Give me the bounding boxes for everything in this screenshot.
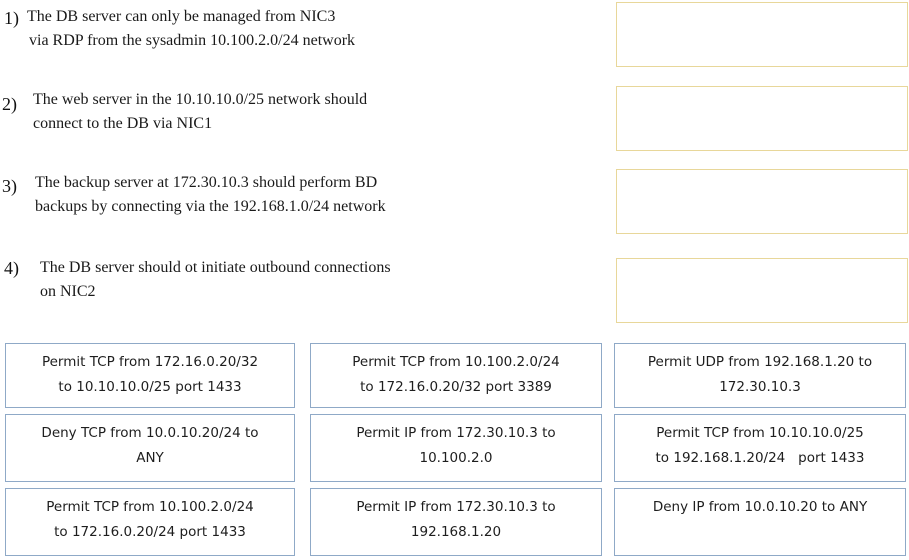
drop-zone-1[interactable] bbox=[616, 2, 908, 67]
option-line-2: to 192.168.1.20/24 port 1433 bbox=[655, 450, 865, 466]
requirement-text-4 bbox=[40, 256, 391, 304]
option-line-2: to 10.10.10.0/25 port 1433 bbox=[58, 379, 242, 395]
requirement-number-4: 4) bbox=[4, 258, 19, 278]
requirement-3-line-1: The backup server at 172.30.10.3 should perform BD bbox=[35, 174, 378, 191]
requirement-2-line-1: The web server in the 10.10.10.0/25 network should bbox=[33, 91, 368, 108]
option-tile[interactable] bbox=[614, 343, 906, 408]
option-tile[interactable] bbox=[310, 414, 602, 482]
option-line-2: 192.168.1.20 bbox=[410, 524, 502, 540]
option-line-1: Permit TCP from 172.16.0.20/32 bbox=[41, 354, 259, 370]
option-tile[interactable] bbox=[310, 488, 602, 556]
option-tile[interactable] bbox=[310, 343, 602, 408]
option-line-2: to 172.16.0.20/24 port 1433 bbox=[54, 524, 246, 540]
requirement-number-1: 1) bbox=[4, 8, 19, 28]
requirement-number-3: 3) bbox=[2, 176, 17, 196]
option-line-2: 10.100.2.0 bbox=[419, 450, 493, 466]
option-tile[interactable] bbox=[5, 343, 295, 408]
drop-zone-2[interactable] bbox=[616, 86, 908, 151]
requirement-4-line-1: The DB server should ot initiate outbound connections bbox=[40, 259, 391, 276]
drop-zone-4[interactable] bbox=[616, 258, 908, 323]
option-tile[interactable] bbox=[5, 414, 295, 482]
option-line-1: Permit TCP from 10.10.10.0/25 bbox=[656, 425, 864, 441]
requirement-text-2 bbox=[33, 88, 367, 136]
requirement-text-1 bbox=[27, 5, 355, 53]
requirement-text-3 bbox=[35, 171, 386, 219]
requirement-2-line-2: connect to the DB via NIC1 bbox=[33, 115, 213, 132]
option-line-1: Permit IP from 172.30.10.3 to bbox=[356, 499, 556, 515]
option-line-1: Permit TCP from 10.100.2.0/24 bbox=[352, 354, 560, 370]
option-line-2: 172.30.10.3 bbox=[719, 379, 801, 395]
requirement-3-line-2: backups by connecting via the 192.168.1.0/24 network bbox=[35, 198, 386, 215]
option-tile[interactable] bbox=[614, 488, 906, 556]
requirement-1-line-1: The DB server can only be managed from NIC3 bbox=[27, 8, 336, 25]
option-line-1: Deny IP from 10.0.10.20 to ANY bbox=[652, 499, 868, 515]
drop-zone-3[interactable] bbox=[616, 169, 908, 234]
requirement-1-line-2: via RDP from the sysadmin 10.100.2.0/24 network bbox=[29, 32, 356, 49]
option-line-2: to 172.16.0.20/32 port 3389 bbox=[360, 379, 552, 395]
requirement-4-line-2: on NIC2 bbox=[40, 283, 96, 300]
option-line-1: Permit UDP from 192.168.1.20 to bbox=[647, 354, 873, 370]
option-line-1: Permit IP from 172.30.10.3 to bbox=[356, 425, 556, 441]
option-tile[interactable] bbox=[5, 488, 295, 556]
option-line-1: Permit TCP from 10.100.2.0/24 bbox=[46, 499, 254, 515]
requirement-number-2: 2) bbox=[2, 94, 17, 114]
option-line-2: ANY bbox=[136, 450, 164, 466]
option-line-1: Deny TCP from 10.0.10.20/24 to bbox=[41, 425, 259, 441]
option-tile[interactable] bbox=[614, 414, 906, 482]
